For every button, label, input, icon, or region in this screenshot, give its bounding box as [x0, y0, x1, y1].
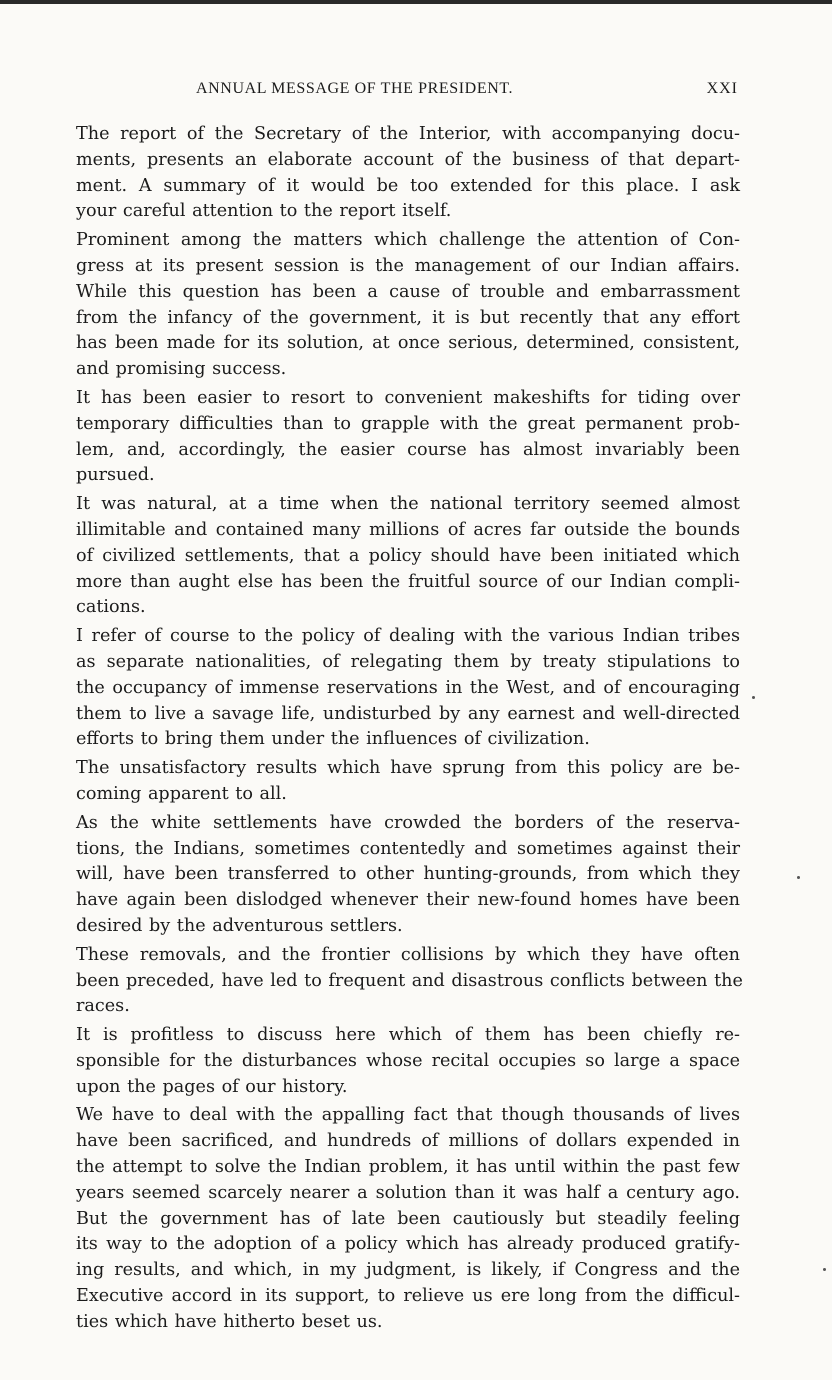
text-line: as separate nationalities, of relegating them by treaty stipulations to: [76, 651, 740, 672]
text-line: coming apparent to all.: [76, 783, 287, 804]
text-line: years seemed scarcely nearer a solution than it was half a century ago.: [76, 1182, 740, 1203]
text-line: them to live a savage life, undisturbed by any earnest and well-directed: [76, 703, 740, 724]
text-line: It was natural, at a time when the national territory seemed almost: [76, 494, 740, 515]
text-line: have again been dislodged whenever their new-found homes have been: [76, 890, 740, 911]
text-line: has been made for its solution, at once serious, determined, consistent,: [76, 333, 740, 354]
paragraph: [54, 756, 740, 808]
paragraph: [54, 1103, 740, 1335]
text-line: of civilized settlements, that a policy should have been initiated which: [76, 545, 740, 566]
paragraph: [54, 1023, 740, 1100]
text-line: It has been easier to resort to convenient makeshifts for tiding over: [76, 387, 740, 408]
text-line: been preceded, have led to frequent and disastrous conflicts between the: [76, 970, 743, 991]
text-line: temporary difficulties than to grapple with the great permanent prob-: [76, 413, 740, 434]
text-line: We have to deal with the appalling fact that though thousands of lives: [76, 1105, 740, 1126]
text-line: your careful attention to the report itself.: [76, 201, 452, 222]
paragraph: [54, 228, 740, 383]
text-line: gress at its present session is the management of our Indian affairs.: [76, 255, 740, 276]
text-line: ties which have hitherto beset us.: [76, 1311, 383, 1332]
text-line: These removals, and the frontier collisions by which they have often: [76, 944, 740, 965]
paragraph: [54, 811, 740, 940]
text-line: more than aught else has been the fruitful source of our Indian compli-: [76, 571, 740, 592]
print-speck: [752, 696, 755, 699]
text-line: It is profitless to discuss here which of them has been chiefly re-: [76, 1025, 740, 1046]
text-line: efforts to bring them under the influences of civilization.: [76, 729, 590, 750]
text-line: the attempt to solve the Indian problem, it has until within the past few: [76, 1157, 740, 1178]
text-line: the occupancy of immense reservations in the West, and of encouraging: [76, 677, 740, 698]
text-line: While this question has been a cause of trouble and embarrassment: [76, 281, 740, 302]
text-line: ments, presents an elaborate account of the business of that depart-: [76, 149, 740, 170]
text-line: Executive accord in its support, to relieve us ere long from the difficul-: [76, 1286, 740, 1307]
running-head: ANNUAL MESSAGE OF THE PRESIDENT.: [196, 80, 514, 97]
paragraph: [54, 122, 740, 225]
text-line: desired by the adventurous settlers.: [76, 915, 403, 936]
text-line: will, have been transferred to other hunting-grounds, from which they: [76, 864, 740, 885]
paragraph: [54, 943, 743, 1020]
text-line: its way to the adoption of a policy which has already produced gratify-: [76, 1234, 740, 1255]
text-line: and promising success.: [76, 359, 287, 380]
text-line: lem, and, accordingly, the easier course has almost invariably been: [76, 439, 740, 460]
text-line: upon the pages of our history.: [76, 1076, 348, 1097]
text-line: I refer of course to the policy of dealing with the various Indian tribes: [76, 626, 740, 647]
text-line: cations.: [76, 597, 146, 618]
paragraph: [54, 492, 740, 621]
text-line: illimitable and contained many millions of acres far outside the bounds: [76, 519, 740, 540]
text-line: pursued.: [76, 465, 155, 486]
text-line: ment. A summary of it would be too extended for this place. I ask: [76, 175, 740, 196]
text-line: from the infancy of the government, it is but recently that any effort: [76, 307, 740, 328]
page-top-rule: [0, 0, 832, 4]
text-line: As the white settlements have crowded the borders of the reserva-: [76, 812, 740, 833]
page-header: [56, 80, 738, 106]
text-line: sponsible for the disturbances whose recital occupies so large a space: [76, 1050, 740, 1071]
page-number: XXI: [706, 80, 738, 97]
text-line: Prominent among the matters which challenge the attention of Con-: [76, 230, 740, 251]
text-line: have been sacrificed, and hundreds of millions of dollars expended in: [76, 1131, 740, 1152]
text-line: The report of the Secretary of the Interior, with accompanying docu-: [76, 124, 740, 144]
text-line: ing results, and which, in my judgment, is likely, if Congress and the: [76, 1260, 740, 1281]
text-line: The unsatisfactory results which have sprung from this policy are be-: [76, 758, 740, 779]
body-text: [54, 122, 743, 1339]
paragraph: [54, 624, 740, 753]
text-line: But the government has of late been cautiously but steadily feeling: [76, 1208, 740, 1229]
print-speck: [823, 1268, 826, 1271]
text-line: tions, the Indians, sometimes contentedly and sometimes against their: [76, 838, 740, 859]
paragraph: [54, 386, 740, 489]
text-line: races.: [76, 996, 130, 1017]
print-speck: [797, 876, 800, 879]
